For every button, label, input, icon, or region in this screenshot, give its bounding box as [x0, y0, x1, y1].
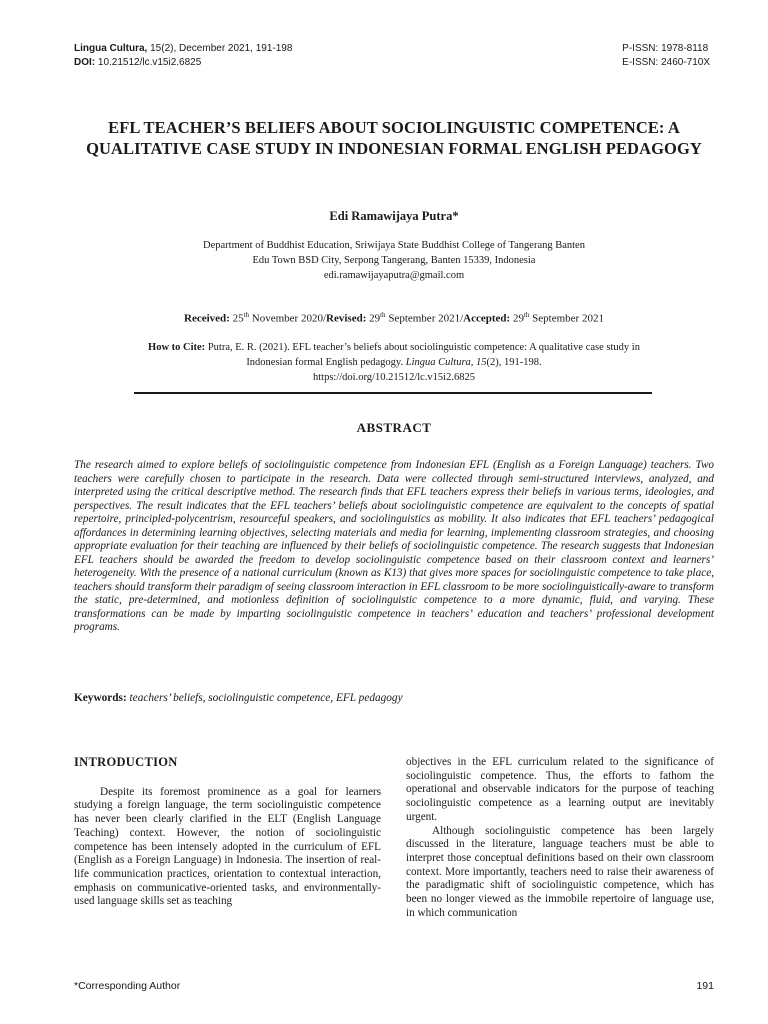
accepted-day: 29	[510, 312, 524, 325]
received-rest: November 2020/	[249, 312, 327, 325]
divider	[134, 392, 652, 394]
cite-line-2	[0, 355, 768, 370]
how-to-cite	[0, 340, 768, 385]
keywords-text: teachers’ beliefs, sociolinguistic competence, EFL pedagogy	[126, 692, 403, 704]
received-day: 25	[229, 312, 244, 325]
cite-line-1	[0, 340, 768, 355]
accepted-sup: th	[523, 311, 530, 319]
eissn: E-ISSN: 2460-710X	[622, 57, 710, 68]
doi-label: DOI:	[74, 57, 96, 68]
accepted-rest: September 2021	[529, 312, 604, 325]
cite-doi-link[interactable]: https://doi.org/10.21512/lc.v15i2.6825	[313, 372, 475, 383]
cite-text-3: (2), 191-198.	[486, 357, 542, 368]
received-sup: th	[243, 311, 250, 319]
submission-dates	[0, 311, 768, 325]
revised-rest: September 2021/	[385, 312, 464, 325]
issn-block	[622, 42, 710, 70]
intro-paragraph-1-cont: objectives in the EFL curriculum related to the significance of sociolinguistic competence. Thus, the efforts to fathom the operational and observable indicators for the purpose of teaching sociolinguistic competence as a learning output are inevitably urgent.	[406, 756, 714, 823]
paper-title: EFL TEACHER’S BELIEFS ABOUT SOCIOLINGUISTIC COMPETENCE: A QUALITATIVE CASE STUDY IN INDONESIAN FORMAL ENGLISH PEDAGOGY	[86, 118, 702, 158]
column-right	[406, 756, 714, 920]
introduction-heading: INTRODUCTION	[74, 755, 178, 769]
journal-header	[74, 42, 292, 70]
column-left	[74, 756, 381, 909]
accepted-label: Accepted:	[463, 312, 511, 325]
doi-line	[74, 56, 292, 70]
doi-value: 10.21512/lc.v15i2.6825	[95, 57, 202, 68]
author-email[interactable]: edi.ramawijayaputra@gmail.com	[323, 270, 465, 281]
cite-text-2: Indonesian formal English pedagogy.	[246, 357, 406, 368]
abstract-heading: ABSTRACT	[356, 420, 432, 435]
revised-sup: th	[380, 311, 386, 319]
intro-paragraph-2: Although sociolinguistic competence has been largely discussed in the literature, language teachers must be able to interpret those conceptual definitions based on their own classroom context. More importantly, teachers need to raise their awareness of the paradigmatic shift of sociolinguistic competence, which has been no longer viewed as the immobile repertoire of language use, in which communication	[406, 824, 714, 919]
cite-text-1: Putra, E. R. (2021). EFL teacher’s beliefs about sociolinguistic competence: A qualitative case study in	[205, 342, 640, 353]
affiliation	[0, 238, 768, 283]
received-label: Received:	[184, 312, 230, 325]
revised-day: 29	[366, 312, 381, 325]
keywords-label: Keywords:	[74, 692, 127, 704]
corresponding-author-note: *Corresponding Author	[74, 980, 181, 992]
cite-journal: Lingua Cultura, 15	[405, 357, 487, 368]
journal-citation-line	[74, 42, 292, 56]
journal-issue: 15(2), December 2021, 191-198	[147, 43, 293, 54]
page-number: 191	[696, 980, 714, 992]
pissn: P-ISSN: 1978-8118	[622, 43, 709, 54]
revised-label: Revised:	[326, 312, 367, 325]
abstract-text: The research aimed to explore beliefs of sociolinguistic competence from Indonesian EFL (English as a Foreign Language) teachers. Two teachers were carefully chosen to participate in the research. Data were collected through semi-structured interviews, analyzed, and interpreted using the critical descriptive method. The research finds that EFL teachers express their beliefs in various terms, ideologies, and perspectives. The result indicates that the EFL teachers’ beliefs about sociolinguistic competence are equivalent to the concepts of spatial repertoire, principled-polycentrism, resourceful speakers, and sociolinguistics as mobility. It also indicates that EFL teachers’ pedagogical affordances in determining learning objectives, selecting materials and media for learning, implementing classroom strategies, and choosing appropriate evaluation for their teaching are influenced by their beliefs of sociolinguistic competence. The research suggests that Indonesian EFL teachers should be awarded the freedom to develop sociolinguistic competence based on their classroom context and learners’ heterogeneity. With the presence of a national curriculum (known as K13) that gives more spaces for sociolinguistic competence to take place, teachers should transform their paradigm of seeing classroom interaction in EFL classroom to be more sociolinguistically-aware to transform the static, pre-determined, and motionless definition of sociolinguistic competence to a more dynamic, fluid, and varying. These transformations can be made by imparting sociolinguistic competence in teachers’ education and teachers’ professional development programs.	[74, 459, 714, 633]
keywords	[74, 692, 714, 704]
cite-label: How to Cite:	[148, 342, 206, 353]
affiliation-line-2: Edu Town BSD City, Serpong Tangerang, Banten 15339, Indonesia	[252, 255, 536, 266]
intro-paragraph-1: Despite its foremost prominence as a goal for learners studying a foreign language, the term sociolinguistic competence has never been clearly clarified in the ELT (English Language Teaching) context. However, the notion of sociolinguistic competence has been intensely adopted in the curriculum of EFL (English as a Foreign Language) in Indonesia. The insertion of real-life communication practices, orientation to contextual interaction, emphasis on communicative-oriented tasks, and environmentally-used language skills set as teaching	[74, 785, 381, 908]
author-name: Edi Ramawijaya Putra*	[329, 209, 459, 223]
journal-name: Lingua Cultura,	[74, 43, 148, 54]
affiliation-line-1: Department of Buddhist Education, Sriwijaya State Buddhist College of Tangerang Banten	[203, 240, 585, 251]
